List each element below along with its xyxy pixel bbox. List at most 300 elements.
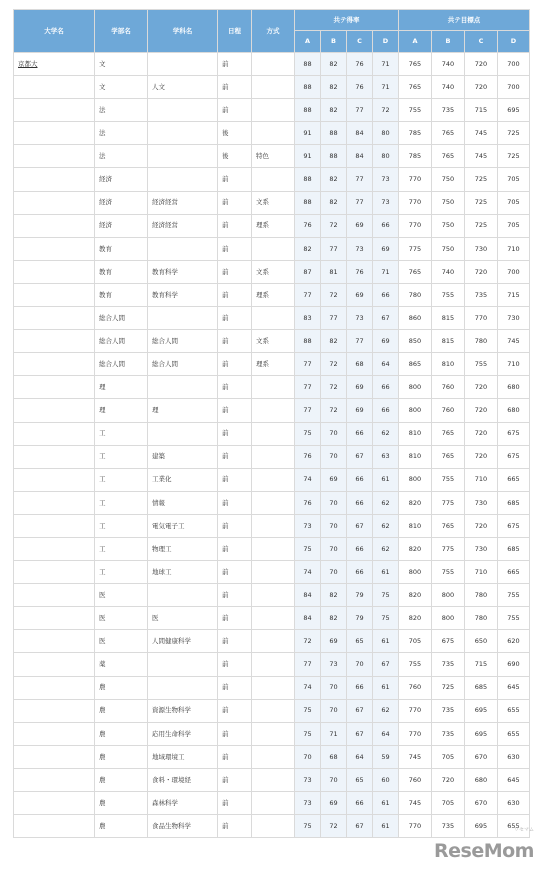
cell-score: 745 bbox=[399, 792, 432, 815]
cell-score: 685 bbox=[498, 537, 530, 560]
cell-rate: 63 bbox=[373, 445, 399, 468]
cell-dept: 応用生命科学 bbox=[148, 722, 218, 745]
cell-method bbox=[252, 399, 295, 422]
cell-schedule: 前 bbox=[218, 722, 252, 745]
cell-score: 735 bbox=[432, 815, 465, 838]
cell-score: 770 bbox=[399, 191, 432, 214]
cell-rate: 82 bbox=[321, 330, 347, 353]
cell-score: 745 bbox=[465, 145, 498, 168]
cell-rate: 69 bbox=[347, 399, 373, 422]
cell-rate: 62 bbox=[373, 422, 399, 445]
cell-score: 785 bbox=[399, 145, 432, 168]
cell-score: 705 bbox=[498, 214, 530, 237]
cell-score: 675 bbox=[432, 630, 465, 653]
cell-rate: 73 bbox=[321, 653, 347, 676]
cell-rate: 72 bbox=[321, 399, 347, 422]
cell-score: 630 bbox=[498, 745, 530, 768]
table-row bbox=[14, 307, 530, 330]
cell-score: 800 bbox=[432, 584, 465, 607]
cell-score: 800 bbox=[399, 399, 432, 422]
cell-rate: 88 bbox=[295, 99, 321, 122]
cell-score: 850 bbox=[399, 330, 432, 353]
cell-score: 745 bbox=[498, 330, 530, 353]
cell-rate: 77 bbox=[295, 376, 321, 399]
cell-rate: 67 bbox=[347, 699, 373, 722]
cell-rate: 76 bbox=[295, 445, 321, 468]
cell-rate: 84 bbox=[295, 607, 321, 630]
cell-score: 820 bbox=[399, 537, 432, 560]
table-row bbox=[14, 330, 530, 353]
cell-score: 800 bbox=[399, 561, 432, 584]
cell-faculty: 法 bbox=[95, 99, 148, 122]
cell-rate: 65 bbox=[347, 630, 373, 653]
cell-score: 770 bbox=[399, 214, 432, 237]
table-row bbox=[14, 376, 530, 399]
cell-score: 780 bbox=[399, 283, 432, 306]
cell-rate: 64 bbox=[347, 745, 373, 768]
cell-score: 715 bbox=[465, 653, 498, 676]
cell-method bbox=[252, 514, 295, 537]
cell-rate: 60 bbox=[373, 768, 399, 791]
cell-univ bbox=[14, 815, 95, 838]
cell-rate: 66 bbox=[347, 468, 373, 491]
cell-method bbox=[252, 376, 295, 399]
results-table bbox=[13, 9, 530, 838]
cell-rate: 76 bbox=[347, 76, 373, 99]
cell-dept: 地球工 bbox=[148, 561, 218, 584]
cell-method: 理系 bbox=[252, 353, 295, 376]
cell-schedule: 前 bbox=[218, 399, 252, 422]
cell-rate: 66 bbox=[347, 491, 373, 514]
cell-score: 720 bbox=[465, 422, 498, 445]
cell-score: 720 bbox=[465, 76, 498, 99]
cell-univ bbox=[14, 422, 95, 445]
cell-schedule: 後 bbox=[218, 122, 252, 145]
header-rate-grade: C bbox=[347, 31, 373, 53]
cell-faculty: 理 bbox=[95, 399, 148, 422]
cell-rate: 62 bbox=[373, 699, 399, 722]
cell-rate: 74 bbox=[295, 561, 321, 584]
cell-rate: 80 bbox=[373, 145, 399, 168]
cell-score: 655 bbox=[498, 815, 530, 838]
table-row bbox=[14, 792, 530, 815]
cell-schedule: 前 bbox=[218, 468, 252, 491]
table-body bbox=[14, 53, 530, 838]
table-row bbox=[14, 422, 530, 445]
cell-method: 文系 bbox=[252, 260, 295, 283]
cell-univ bbox=[14, 537, 95, 560]
cell-faculty: 農 bbox=[95, 699, 148, 722]
cell-univ bbox=[14, 191, 95, 214]
logo-text: ReseMom bbox=[434, 840, 534, 862]
cell-dept bbox=[148, 99, 218, 122]
cell-rate: 66 bbox=[347, 422, 373, 445]
table-row bbox=[14, 768, 530, 791]
cell-dept: 工業化 bbox=[148, 468, 218, 491]
cell-score: 725 bbox=[432, 676, 465, 699]
cell-method bbox=[252, 168, 295, 191]
cell-score: 695 bbox=[465, 815, 498, 838]
cell-score: 720 bbox=[465, 376, 498, 399]
cell-score: 810 bbox=[399, 514, 432, 537]
table-row bbox=[14, 537, 530, 560]
cell-method bbox=[252, 722, 295, 745]
cell-faculty: 薬 bbox=[95, 653, 148, 676]
cell-rate: 70 bbox=[321, 422, 347, 445]
cell-score: 675 bbox=[498, 514, 530, 537]
cell-score: 705 bbox=[498, 168, 530, 191]
cell-dept: 人間健康科学 bbox=[148, 630, 218, 653]
cell-method bbox=[252, 768, 295, 791]
cell-rate: 69 bbox=[373, 330, 399, 353]
cell-rate: 73 bbox=[295, 768, 321, 791]
cell-dept: 物理工 bbox=[148, 537, 218, 560]
cell-score: 680 bbox=[498, 399, 530, 422]
cell-score: 765 bbox=[432, 445, 465, 468]
cell-schedule: 前 bbox=[218, 191, 252, 214]
cell-rate: 82 bbox=[321, 584, 347, 607]
cell-score: 715 bbox=[498, 283, 530, 306]
cell-score: 780 bbox=[465, 330, 498, 353]
cell-schedule: 前 bbox=[218, 445, 252, 468]
cell-rate: 69 bbox=[321, 630, 347, 653]
cell-method: 理系 bbox=[252, 214, 295, 237]
table-row bbox=[14, 699, 530, 722]
cell-score: 685 bbox=[465, 676, 498, 699]
cell-score: 735 bbox=[432, 99, 465, 122]
cell-univ bbox=[14, 260, 95, 283]
cell-rate: 70 bbox=[347, 653, 373, 676]
cell-univ bbox=[14, 376, 95, 399]
cell-score: 730 bbox=[465, 491, 498, 514]
cell-score: 740 bbox=[432, 260, 465, 283]
cell-rate: 72 bbox=[321, 815, 347, 838]
cell-rate: 75 bbox=[295, 722, 321, 745]
cell-schedule: 前 bbox=[218, 699, 252, 722]
cell-score: 800 bbox=[399, 468, 432, 491]
cell-score: 735 bbox=[432, 653, 465, 676]
cell-rate: 72 bbox=[321, 283, 347, 306]
cell-univ bbox=[14, 561, 95, 584]
cell-score: 700 bbox=[498, 53, 530, 76]
cell-faculty: 農 bbox=[95, 745, 148, 768]
cell-faculty: 総合人間 bbox=[95, 330, 148, 353]
cell-faculty: 工 bbox=[95, 561, 148, 584]
cell-univ bbox=[14, 145, 95, 168]
cell-univ bbox=[14, 307, 95, 330]
cell-rate: 88 bbox=[295, 53, 321, 76]
cell-score: 780 bbox=[465, 607, 498, 630]
cell-score: 700 bbox=[498, 260, 530, 283]
cell-rate: 66 bbox=[373, 214, 399, 237]
table-row bbox=[14, 607, 530, 630]
cell-faculty: 経済 bbox=[95, 191, 148, 214]
cell-dept bbox=[148, 307, 218, 330]
cell-score: 690 bbox=[498, 653, 530, 676]
cell-dept: 建築 bbox=[148, 445, 218, 468]
cell-score: 695 bbox=[465, 699, 498, 722]
cell-score: 710 bbox=[498, 237, 530, 260]
cell-dept bbox=[148, 376, 218, 399]
cell-method bbox=[252, 607, 295, 630]
cell-univ bbox=[14, 792, 95, 815]
cell-schedule: 前 bbox=[218, 676, 252, 699]
cell-rate: 71 bbox=[373, 260, 399, 283]
cell-score: 705 bbox=[432, 745, 465, 768]
cell-score: 765 bbox=[432, 422, 465, 445]
cell-schedule: 前 bbox=[218, 260, 252, 283]
cell-score: 750 bbox=[432, 168, 465, 191]
cell-rate: 77 bbox=[295, 399, 321, 422]
cell-score: 865 bbox=[399, 353, 432, 376]
cell-rate: 75 bbox=[373, 607, 399, 630]
cell-univ bbox=[14, 676, 95, 699]
cell-rate: 77 bbox=[347, 168, 373, 191]
cell-rate: 82 bbox=[321, 99, 347, 122]
table-header bbox=[14, 10, 530, 53]
resemom-logo bbox=[430, 827, 542, 864]
cell-schedule: 前 bbox=[218, 330, 252, 353]
cell-method bbox=[252, 630, 295, 653]
cell-rate: 68 bbox=[321, 745, 347, 768]
cell-rate: 75 bbox=[373, 584, 399, 607]
cell-rate: 88 bbox=[295, 330, 321, 353]
cell-dept: 森林科学 bbox=[148, 792, 218, 815]
cell-faculty: 総合人間 bbox=[95, 307, 148, 330]
cell-score: 675 bbox=[498, 445, 530, 468]
cell-schedule: 前 bbox=[218, 214, 252, 237]
cell-rate: 77 bbox=[347, 191, 373, 214]
table-row bbox=[14, 99, 530, 122]
cell-score: 775 bbox=[432, 491, 465, 514]
cell-faculty: 教育 bbox=[95, 237, 148, 260]
cell-score: 750 bbox=[432, 191, 465, 214]
cell-score: 815 bbox=[432, 330, 465, 353]
cell-rate: 69 bbox=[347, 376, 373, 399]
cell-score: 725 bbox=[498, 122, 530, 145]
cell-score: 680 bbox=[498, 376, 530, 399]
cell-faculty: 文 bbox=[95, 53, 148, 76]
cell-rate: 88 bbox=[295, 168, 321, 191]
cell-score: 810 bbox=[432, 353, 465, 376]
cell-score: 720 bbox=[465, 445, 498, 468]
cell-dept: 教育科学 bbox=[148, 260, 218, 283]
cell-schedule: 前 bbox=[218, 584, 252, 607]
cell-method bbox=[252, 815, 295, 838]
cell-univ bbox=[14, 699, 95, 722]
cell-rate: 67 bbox=[347, 445, 373, 468]
table-row bbox=[14, 653, 530, 676]
cell-faculty: 工 bbox=[95, 468, 148, 491]
table-row bbox=[14, 745, 530, 768]
cell-score: 665 bbox=[498, 561, 530, 584]
cell-rate: 69 bbox=[347, 283, 373, 306]
cell-score: 860 bbox=[399, 307, 432, 330]
cell-score: 770 bbox=[399, 722, 432, 745]
cell-method bbox=[252, 122, 295, 145]
cell-rate: 61 bbox=[373, 561, 399, 584]
table-row bbox=[14, 122, 530, 145]
cell-rate: 69 bbox=[373, 237, 399, 260]
cell-method bbox=[252, 676, 295, 699]
cell-method bbox=[252, 53, 295, 76]
cell-dept: 教育科学 bbox=[148, 283, 218, 306]
cell-score: 770 bbox=[399, 815, 432, 838]
cell-rate: 71 bbox=[321, 722, 347, 745]
header-rate-grade: B bbox=[321, 31, 347, 53]
cell-score: 765 bbox=[432, 122, 465, 145]
cell-method bbox=[252, 237, 295, 260]
cell-rate: 66 bbox=[373, 399, 399, 422]
cell-score: 755 bbox=[399, 99, 432, 122]
cell-schedule: 前 bbox=[218, 99, 252, 122]
cell-schedule: 前 bbox=[218, 815, 252, 838]
cell-rate: 70 bbox=[321, 561, 347, 584]
cell-rate: 88 bbox=[321, 122, 347, 145]
cell-score: 745 bbox=[399, 745, 432, 768]
cell-rate: 77 bbox=[295, 653, 321, 676]
cell-score: 755 bbox=[432, 561, 465, 584]
cell-dept bbox=[148, 676, 218, 699]
cell-schedule: 前 bbox=[218, 653, 252, 676]
cell-faculty: 工 bbox=[95, 422, 148, 445]
table-row bbox=[14, 214, 530, 237]
cell-dept bbox=[148, 53, 218, 76]
cell-dept: 経済経営 bbox=[148, 214, 218, 237]
cell-rate: 79 bbox=[347, 584, 373, 607]
cell-faculty: 法 bbox=[95, 145, 148, 168]
header-univ: 大学名 bbox=[14, 10, 95, 53]
header-dept: 学科名 bbox=[148, 10, 218, 53]
cell-score: 655 bbox=[498, 699, 530, 722]
cell-dept bbox=[148, 422, 218, 445]
cell-rate: 64 bbox=[373, 353, 399, 376]
cell-method bbox=[252, 76, 295, 99]
cell-score: 755 bbox=[399, 653, 432, 676]
cell-score: 720 bbox=[465, 53, 498, 76]
table-row bbox=[14, 445, 530, 468]
cell-dept bbox=[148, 122, 218, 145]
cell-rate: 76 bbox=[295, 491, 321, 514]
logo-subtext: リセマム bbox=[514, 827, 534, 833]
cell-score: 685 bbox=[498, 491, 530, 514]
cell-faculty: 農 bbox=[95, 768, 148, 791]
cell-method bbox=[252, 792, 295, 815]
cell-schedule: 前 bbox=[218, 768, 252, 791]
cell-rate: 88 bbox=[295, 76, 321, 99]
cell-score: 735 bbox=[465, 283, 498, 306]
cell-rate: 83 bbox=[295, 307, 321, 330]
header-score-grade: C bbox=[465, 31, 498, 53]
cell-score: 765 bbox=[399, 53, 432, 76]
cell-method bbox=[252, 584, 295, 607]
cell-univ[interactable]: 京都大 bbox=[14, 53, 95, 76]
cell-faculty: 農 bbox=[95, 815, 148, 838]
cell-faculty: 総合人間 bbox=[95, 353, 148, 376]
cell-rate: 73 bbox=[347, 237, 373, 260]
cell-rate: 82 bbox=[321, 168, 347, 191]
cell-score: 730 bbox=[465, 537, 498, 560]
cell-faculty: 文 bbox=[95, 76, 148, 99]
cell-score: 730 bbox=[498, 307, 530, 330]
cell-univ bbox=[14, 237, 95, 260]
cell-rate: 73 bbox=[373, 191, 399, 214]
cell-method bbox=[252, 422, 295, 445]
cell-score: 800 bbox=[399, 376, 432, 399]
cell-rate: 69 bbox=[321, 468, 347, 491]
results-table-container bbox=[13, 9, 529, 838]
cell-dept: 総合人間 bbox=[148, 353, 218, 376]
cell-univ bbox=[14, 76, 95, 99]
cell-rate: 79 bbox=[347, 607, 373, 630]
cell-schedule: 前 bbox=[218, 422, 252, 445]
cell-schedule: 前 bbox=[218, 353, 252, 376]
cell-score: 720 bbox=[465, 260, 498, 283]
cell-score: 760 bbox=[399, 676, 432, 699]
cell-score: 725 bbox=[498, 145, 530, 168]
cell-score: 770 bbox=[399, 168, 432, 191]
table-row bbox=[14, 514, 530, 537]
cell-faculty: 法 bbox=[95, 122, 148, 145]
cell-univ bbox=[14, 745, 95, 768]
cell-rate: 77 bbox=[295, 283, 321, 306]
cell-score: 765 bbox=[432, 514, 465, 537]
cell-dept: 資源生物科学 bbox=[148, 699, 218, 722]
header-score-grade: B bbox=[432, 31, 465, 53]
cell-schedule: 前 bbox=[218, 745, 252, 768]
cell-score: 735 bbox=[432, 722, 465, 745]
cell-rate: 70 bbox=[321, 491, 347, 514]
cell-rate: 70 bbox=[321, 676, 347, 699]
cell-rate: 76 bbox=[295, 214, 321, 237]
cell-score: 755 bbox=[432, 468, 465, 491]
cell-faculty: 理 bbox=[95, 376, 148, 399]
cell-rate: 70 bbox=[295, 745, 321, 768]
cell-rate: 61 bbox=[373, 468, 399, 491]
cell-schedule: 前 bbox=[218, 283, 252, 306]
cell-rate: 88 bbox=[321, 145, 347, 168]
table-row bbox=[14, 237, 530, 260]
cell-score: 755 bbox=[498, 584, 530, 607]
cell-score: 765 bbox=[399, 76, 432, 99]
cell-method bbox=[252, 561, 295, 584]
table-row bbox=[14, 53, 530, 76]
cell-rate: 75 bbox=[295, 699, 321, 722]
cell-method bbox=[252, 307, 295, 330]
cell-rate: 71 bbox=[373, 53, 399, 76]
cell-rate: 61 bbox=[373, 676, 399, 699]
cell-rate: 82 bbox=[321, 53, 347, 76]
cell-score: 810 bbox=[399, 422, 432, 445]
cell-method bbox=[252, 699, 295, 722]
cell-univ bbox=[14, 514, 95, 537]
table-row bbox=[14, 76, 530, 99]
cell-score: 780 bbox=[465, 584, 498, 607]
cell-rate: 88 bbox=[295, 191, 321, 214]
cell-schedule: 前 bbox=[218, 792, 252, 815]
cell-univ bbox=[14, 630, 95, 653]
cell-score: 730 bbox=[465, 237, 498, 260]
cell-score: 620 bbox=[498, 630, 530, 653]
cell-score: 735 bbox=[432, 699, 465, 722]
cell-faculty: 経済 bbox=[95, 214, 148, 237]
cell-univ bbox=[14, 168, 95, 191]
cell-rate: 64 bbox=[373, 722, 399, 745]
cell-rate: 66 bbox=[347, 561, 373, 584]
cell-rate: 67 bbox=[373, 307, 399, 330]
cell-score: 755 bbox=[465, 353, 498, 376]
cell-rate: 82 bbox=[295, 237, 321, 260]
